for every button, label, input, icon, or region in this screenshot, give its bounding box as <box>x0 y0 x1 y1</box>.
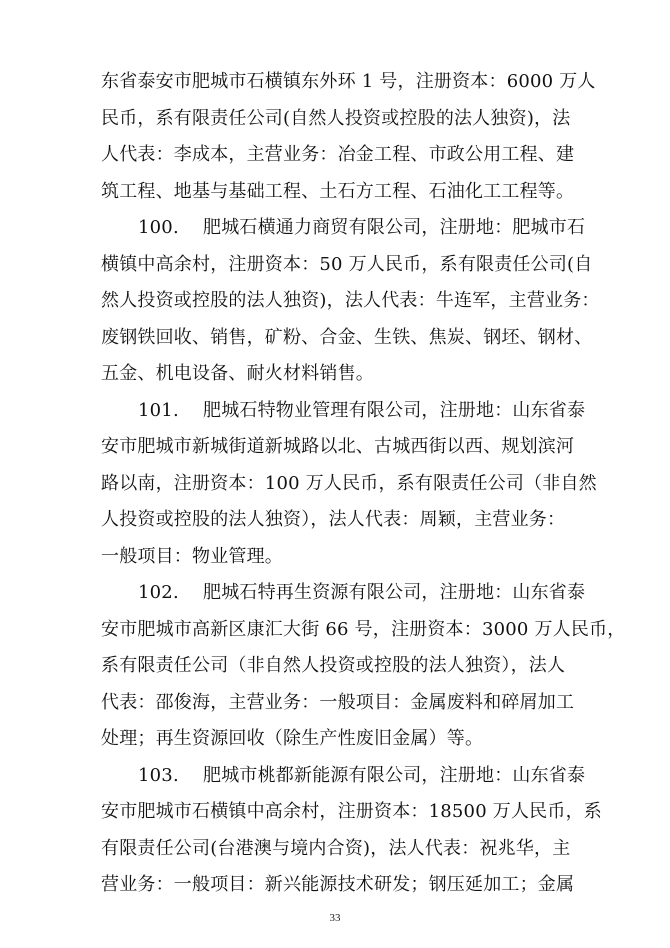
text-line: 民币，系有限责任公司(自然人投资或控股的法人独资)，法 <box>101 107 571 129</box>
text-line: 人投资或控股的法人独资），法人代表：周颖，主营业务： <box>101 509 566 530</box>
text-line: 代表：邵俊海，主营业务：一般项目：金属废料和碎屑加工 <box>101 691 575 713</box>
text-line: 筑工程、地基与基础工程、土石方工程、石油化工工程等。 <box>101 180 575 202</box>
text-line: 有限责任公司(台港澳与境内合资)，法人代表：祝兆华，主 <box>101 837 571 859</box>
text-line: 横镇中高余村，注册资本：50 万人民币，系有限责任公司(自 <box>101 253 593 275</box>
text-line: 废钢铁回收、销售，矿粉、合金、生铁、焦炭、钢坯、钢材、 <box>101 326 593 348</box>
entry-102-heading: 102. 肥城石特再生资源有限公司，注册地：山东省泰 <box>138 582 586 603</box>
text-line: 营业务：一般项目：新兴能源技术研发；钢压延加工；金属 <box>101 874 575 895</box>
entry-103-heading: 103. 肥城市桃都新能源有限公司，注册地：山东省泰 <box>138 764 586 786</box>
text-line: 东省泰安市肥城市石横镇东外环 1 号，注册资本：6000 万人 <box>101 71 596 92</box>
text-line: 处理；再生资源回收（除生产性废旧金属）等。 <box>101 728 484 749</box>
text-line: 系有限责任公司（非自然人投资或控股的法人独资），法人 <box>101 655 566 676</box>
text-line: 安市肥城市石横镇中高余村，注册资本：18500 万人民币，系 <box>101 801 602 822</box>
text-line: 五金、机电设备、耐火材料销售。 <box>101 363 374 384</box>
text-line: 路以南，注册资本：100 万人民币，系有限责任公司（非自然 <box>101 472 597 494</box>
text-line: 人代表：李成本，主营业务：冶金工程、市政公用工程、建 <box>101 144 575 165</box>
text-line: 安市肥城市高新区康汇大街 66 号，注册资本：3000 万人民币， <box>101 618 626 640</box>
text-line: 一般项目：物业管理。 <box>101 545 283 567</box>
entry-100-heading: 100. 肥城石横通力商贸有限公司，注册地：肥城市石 <box>138 217 586 238</box>
text-line: 安市肥城市新城街道新城路以北、古城西街以西、规划滨河 <box>101 436 575 457</box>
text-line: 然人投资或控股的法人独资)，法人代表：牛连军，主营业务： <box>101 290 600 311</box>
entry-101-heading: 101. 肥城石特物业管理有限公司，注册地：山东省泰 <box>138 399 586 421</box>
page-number: 33 <box>329 912 341 924</box>
